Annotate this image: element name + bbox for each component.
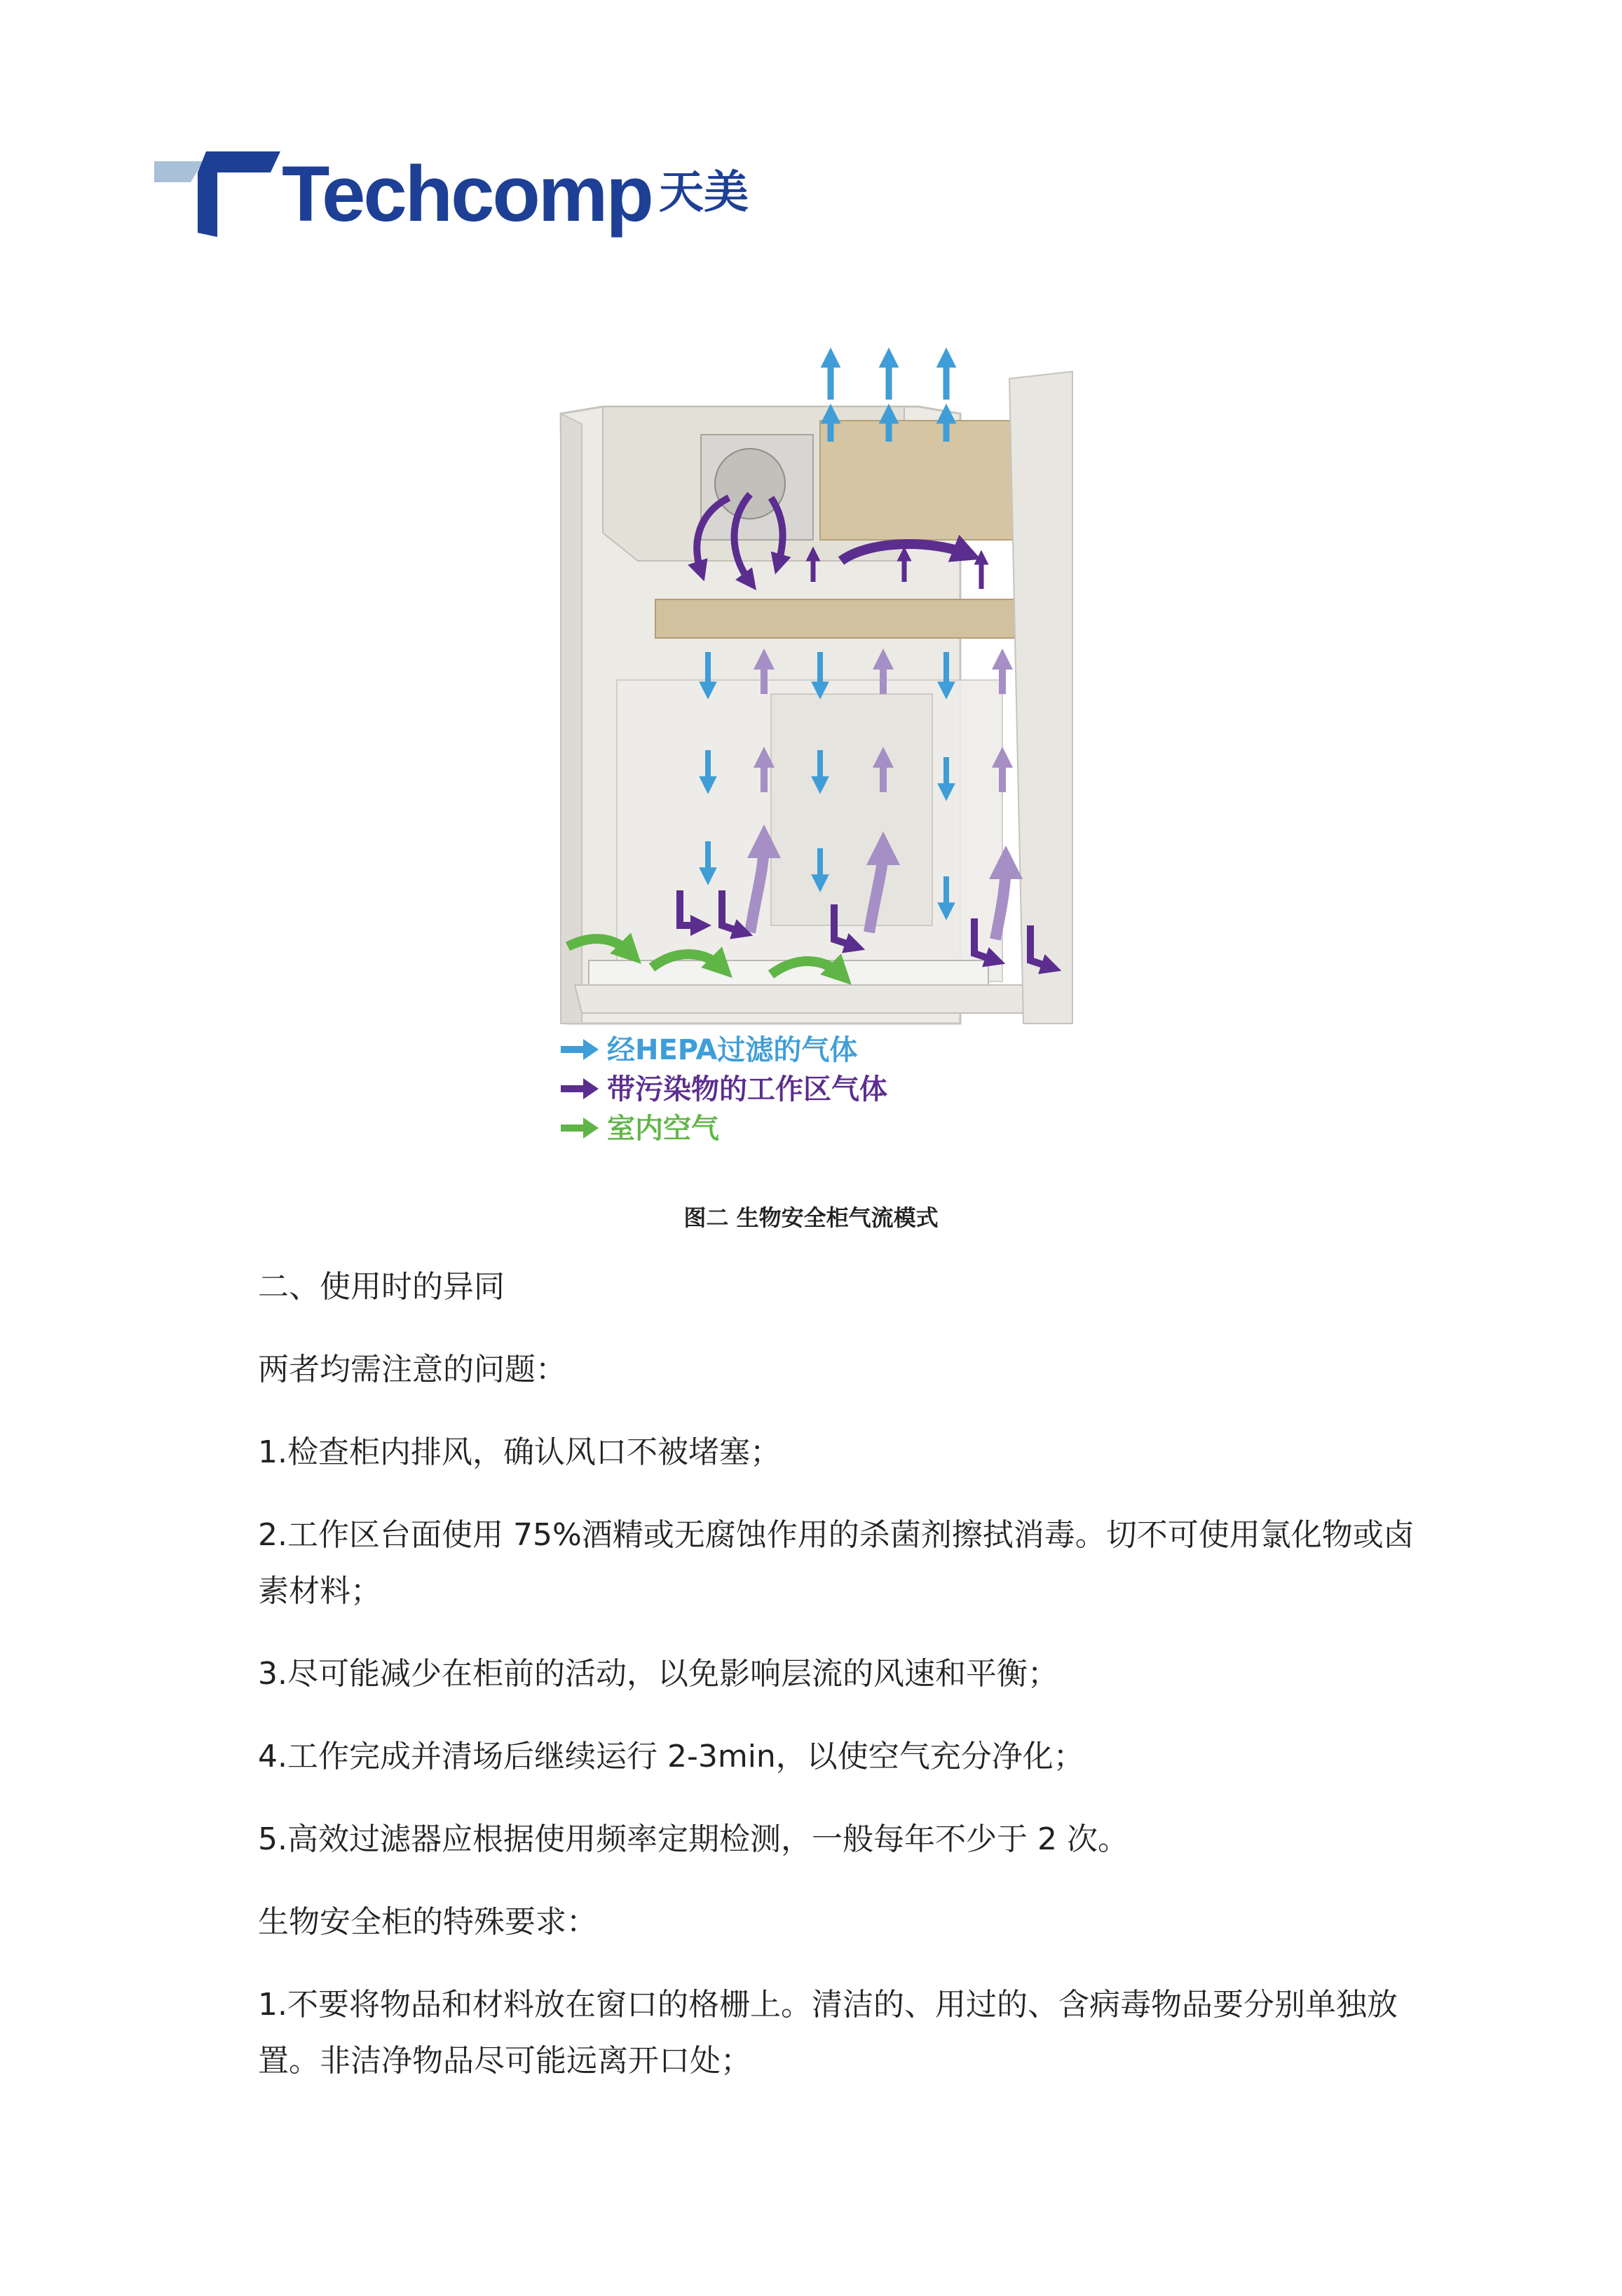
purple-arrow-icon bbox=[561, 1078, 599, 1099]
section-heading: 二、使用时的异同 bbox=[258, 1269, 505, 1305]
green-arrow-icon bbox=[561, 1118, 599, 1139]
logo-brand-text: Techcomp bbox=[282, 150, 652, 238]
common-item: 3.尽可能减少在柜前的活动，以免影响层流的风速和平衡； bbox=[258, 1656, 1058, 1692]
common-item: 4.工作完成并清场后继续运行 2-3min，以使空气充分净化； bbox=[258, 1739, 1084, 1774]
special-item: 1.不要将物品和材料放在窗口的格栅上。清洁的、用过的、含病毒物品要分别单独放置。非洁净物品尽可能远离开口处； bbox=[258, 1987, 1398, 2079]
figure-caption: 图二 生物安全柜气流模式 bbox=[683, 1204, 939, 1231]
logo-brand-cn: 天美 bbox=[659, 167, 749, 219]
blue-arrow-icon bbox=[561, 1039, 599, 1060]
common-item: 5.高效过滤器应根据使用频率定期检测，一般每年不少于 2 次。 bbox=[258, 1821, 1129, 1857]
legend-label: 室内空气 bbox=[607, 1113, 719, 1145]
techcomp-logo bbox=[154, 149, 771, 240]
common-heading: 两者均需注意的问题： bbox=[258, 1352, 566, 1387]
legend-label: 带污染物的工作区气体 bbox=[607, 1073, 887, 1106]
logo-mark-icon bbox=[154, 149, 280, 240]
common-item: 2.工作区台面使用 75%酒精或无腐蚀作用的杀菌剂擦拭消毒。切不可使用氯化物或卤素材料； bbox=[258, 1517, 1415, 1609]
common-item: 1.检查柜内排风，确认风口不被堵塞； bbox=[258, 1434, 781, 1470]
legend-label: 经HEPA过滤的气体 bbox=[607, 1034, 858, 1066]
special-heading: 生物安全柜的特殊要求： bbox=[258, 1904, 597, 1940]
